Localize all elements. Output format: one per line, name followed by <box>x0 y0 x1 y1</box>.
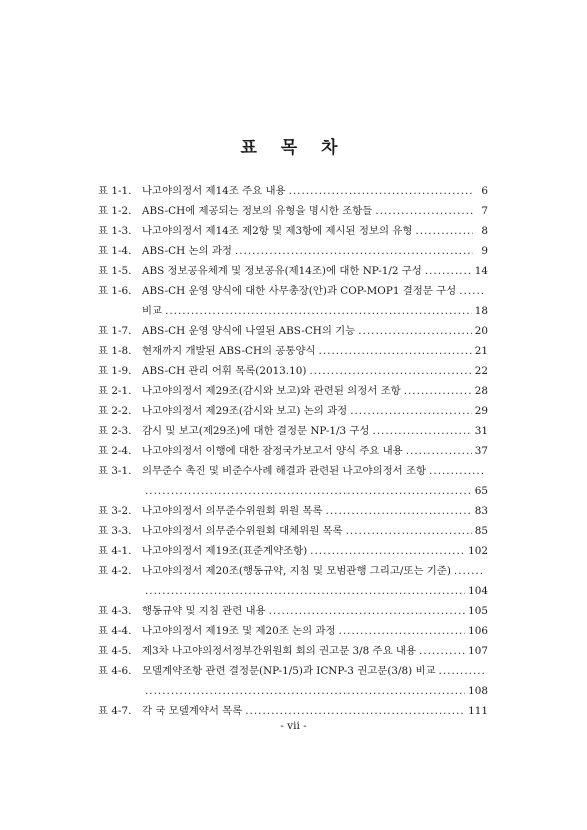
toc-entry-page: 31 <box>474 425 488 437</box>
dot-leader <box>165 301 472 321</box>
dot-leader <box>289 181 473 201</box>
toc-entry[interactable] <box>98 641 488 661</box>
toc-entry-title: 감시 및 보고(제29조)에 대한 결정문 NP-1/3 구성 <box>142 425 370 437</box>
toc-entry-label: 표 3-1. <box>98 465 132 477</box>
toc-entry-page: 6 <box>481 185 488 197</box>
toc-entry-label: 표 1-2. <box>98 205 132 217</box>
toc-entry[interactable] <box>98 501 488 521</box>
toc-entry-title: 모델계약조항 관련 결정문(NP-1/5)과 ICNP-3 권고문(3/8) 비교 <box>142 665 436 677</box>
toc-entry-title: 각 국 모델계약서 목록 <box>142 705 243 717</box>
toc-entry-page: 105 <box>468 605 488 617</box>
dot-leader <box>339 621 466 641</box>
dot-leader <box>235 241 473 261</box>
toc-entry-page: 83 <box>474 505 488 517</box>
toc-entry-page: 22 <box>474 365 488 377</box>
toc-entry[interactable] <box>98 181 488 201</box>
toc-entry-label: 표 4-1. <box>98 545 132 557</box>
toc-entry-label: 표 4-3. <box>98 605 132 617</box>
dot-leader <box>145 481 472 501</box>
toc-entry-label: 표 1-1. <box>98 185 132 197</box>
toc-entry-label: 표 1-4. <box>98 245 132 257</box>
toc-entry-title: 제3차 나고야의정서정부간위원회 회의 권고문 3/8 주요 내용 <box>142 645 417 657</box>
toc-entry-title: ABS-CH 운영 양식에 대한 사무총장(안)과 COP-MOP1 결정문 구성 <box>142 285 457 297</box>
toc-entry-title: ABS 정보공유체계 및 정보공유(제14조)에 대한 NP-1/2 구성 <box>142 265 422 277</box>
toc-entry[interactable] <box>98 281 488 321</box>
toc-entry-page: 28 <box>474 385 488 397</box>
toc-entry[interactable] <box>98 261 488 281</box>
toc-entry-label: 표 3-2. <box>98 505 132 517</box>
toc-entry[interactable] <box>98 381 488 401</box>
dot-leader <box>459 281 485 301</box>
dot-leader <box>419 641 465 661</box>
dot-leader <box>245 701 465 721</box>
toc-entry-title: ABS-CH 운영 양식에 나열된 ABS-CH의 기능 <box>142 325 356 337</box>
toc-entry-page: 37 <box>474 445 488 457</box>
toc-entry-title: 나고야의정서 의무준수위원회 대체위원 목록 <box>142 525 343 537</box>
dot-leader <box>309 361 471 381</box>
dot-leader <box>429 461 485 481</box>
toc-entry-label: 표 2-3. <box>98 425 132 437</box>
toc-entry-title: ABS-CH 논의 과정 <box>142 245 232 257</box>
toc-entry-page: 7 <box>481 205 488 217</box>
toc-entry-title: 나고야의정서 제20조(행동규약, 지침 및 모범관행 그리고/또는 기준) <box>142 565 451 577</box>
toc-entry-title: 나고야의정서 이행에 대한 잠정국가보고서 양식 주요 내용 <box>142 445 403 457</box>
toc-entry-page: 29 <box>474 405 488 417</box>
toc-entry-page: 111 <box>468 705 488 717</box>
toc-entry-title: 나고야의정서 제14조 제2항 및 제3항에 제시된 정보의 유형 <box>142 225 413 237</box>
toc-entry-page: 8 <box>481 225 488 237</box>
dot-leader <box>346 521 472 541</box>
toc-entry-title: 나고야의정서 제29조(감시와 보고) 논의 과정 <box>142 405 348 417</box>
toc-entry-title: 의무준수 촉진 및 비준수사례 해결과 관련된 나고야의정서 조항 <box>142 465 427 477</box>
dot-leader <box>145 681 465 701</box>
toc-entry-page: 104 <box>468 585 488 597</box>
toc-entry-title: 비교 <box>142 305 163 317</box>
toc-entry-page: 9 <box>481 245 488 257</box>
toc-entry-title: ABS-CH에 제공되는 정보의 유형을 명시한 조항들 <box>142 205 373 217</box>
toc-entry-page: 85 <box>474 525 488 537</box>
toc-entry-title: 현재까지 개발된 ABS-CH의 공통양식 <box>142 345 316 357</box>
dot-leader <box>326 501 472 521</box>
toc-entry-page: 102 <box>468 545 488 557</box>
toc-entry-label: 표 4-7. <box>98 705 132 717</box>
toc-entry-label: 표 1-9. <box>98 365 132 377</box>
toc-entry-page: 108 <box>468 685 488 697</box>
dot-leader <box>350 401 472 421</box>
toc-entry-title: 나고야의정서 제14조 주요 내용 <box>142 185 286 197</box>
toc-entry-label: 표 1-6. <box>98 285 132 297</box>
toc-entry[interactable] <box>98 341 488 361</box>
dot-leader <box>310 541 465 561</box>
toc-entry-label: 표 4-5. <box>98 645 132 657</box>
toc-entry-label: 표 2-2. <box>98 405 132 417</box>
toc-entry[interactable] <box>98 541 488 561</box>
toc-entry[interactable] <box>98 221 488 241</box>
toc-entry-title: 나고야의정서 제19조(표준계약조항) <box>142 545 308 557</box>
toc-entry[interactable] <box>98 361 488 381</box>
page-title: 표 목 차 <box>240 138 347 158</box>
toc-entry-label: 표 4-6. <box>98 665 132 677</box>
toc-entry-title: ABS-CH 관리 어휘 목록(2013.10) <box>142 365 307 377</box>
toc-entry[interactable] <box>98 201 488 221</box>
toc-entry-title: 나고야의정서 제29조(감시와 보고)와 관련된 의정서 조항 <box>142 385 401 397</box>
toc-entry[interactable] <box>98 621 488 641</box>
dot-leader <box>269 601 466 621</box>
toc-entry[interactable] <box>98 701 488 721</box>
toc-entry-label: 표 1-8. <box>98 345 132 357</box>
dot-leader <box>425 261 472 281</box>
dot-leader <box>358 321 472 341</box>
toc-entry[interactable] <box>98 601 488 621</box>
dot-leader <box>145 581 465 601</box>
dot-leader <box>406 441 472 461</box>
toc-entry-label: 표 2-1. <box>98 385 132 397</box>
toc-entry-page: 65 <box>474 485 488 497</box>
toc-entry[interactable] <box>98 461 488 501</box>
table-of-contents <box>98 181 488 721</box>
toc-entry-label: 표 1-7. <box>98 325 132 337</box>
dot-leader <box>319 341 472 361</box>
toc-entry-title: 행동규약 및 지침 관련 내용 <box>142 605 266 617</box>
toc-entry[interactable] <box>98 661 488 701</box>
toc-entry-title: 나고야의정서 의무준수위원회 위원 목록 <box>142 505 323 517</box>
dot-leader <box>404 381 472 401</box>
toc-entry-label: 표 1-5. <box>98 265 132 277</box>
toc-entry[interactable] <box>98 561 488 601</box>
toc-entry-label: 표 3-3. <box>98 525 132 537</box>
toc-entry-page: 107 <box>468 645 488 657</box>
dot-leader <box>375 201 473 221</box>
dot-leader <box>454 561 485 581</box>
toc-entry-title: 나고야의정서 제19조 및 제20조 논의 과정 <box>142 625 336 637</box>
toc-entry[interactable] <box>98 521 488 541</box>
toc-entry-page: 21 <box>474 345 488 357</box>
toc-entry-page: 18 <box>474 305 488 317</box>
toc-entry-label: 표 2-4. <box>98 445 132 457</box>
dot-leader <box>439 661 485 681</box>
toc-entry-page: 106 <box>468 625 488 637</box>
dot-leader <box>415 221 473 241</box>
toc-entry-label: 표 4-4. <box>98 625 132 637</box>
toc-entry[interactable] <box>98 241 488 261</box>
toc-entry[interactable] <box>98 401 488 421</box>
dot-leader <box>372 421 471 441</box>
toc-entry-label: 표 1-3. <box>98 225 132 237</box>
toc-entry-page: 20 <box>474 325 488 337</box>
toc-entry-label: 표 4-2. <box>98 565 132 577</box>
toc-entry[interactable] <box>98 441 488 461</box>
toc-entry[interactable] <box>98 421 488 441</box>
toc-entry[interactable] <box>98 321 488 341</box>
page-number-footer: - vii - <box>280 720 307 732</box>
toc-entry-page: 14 <box>474 265 488 277</box>
